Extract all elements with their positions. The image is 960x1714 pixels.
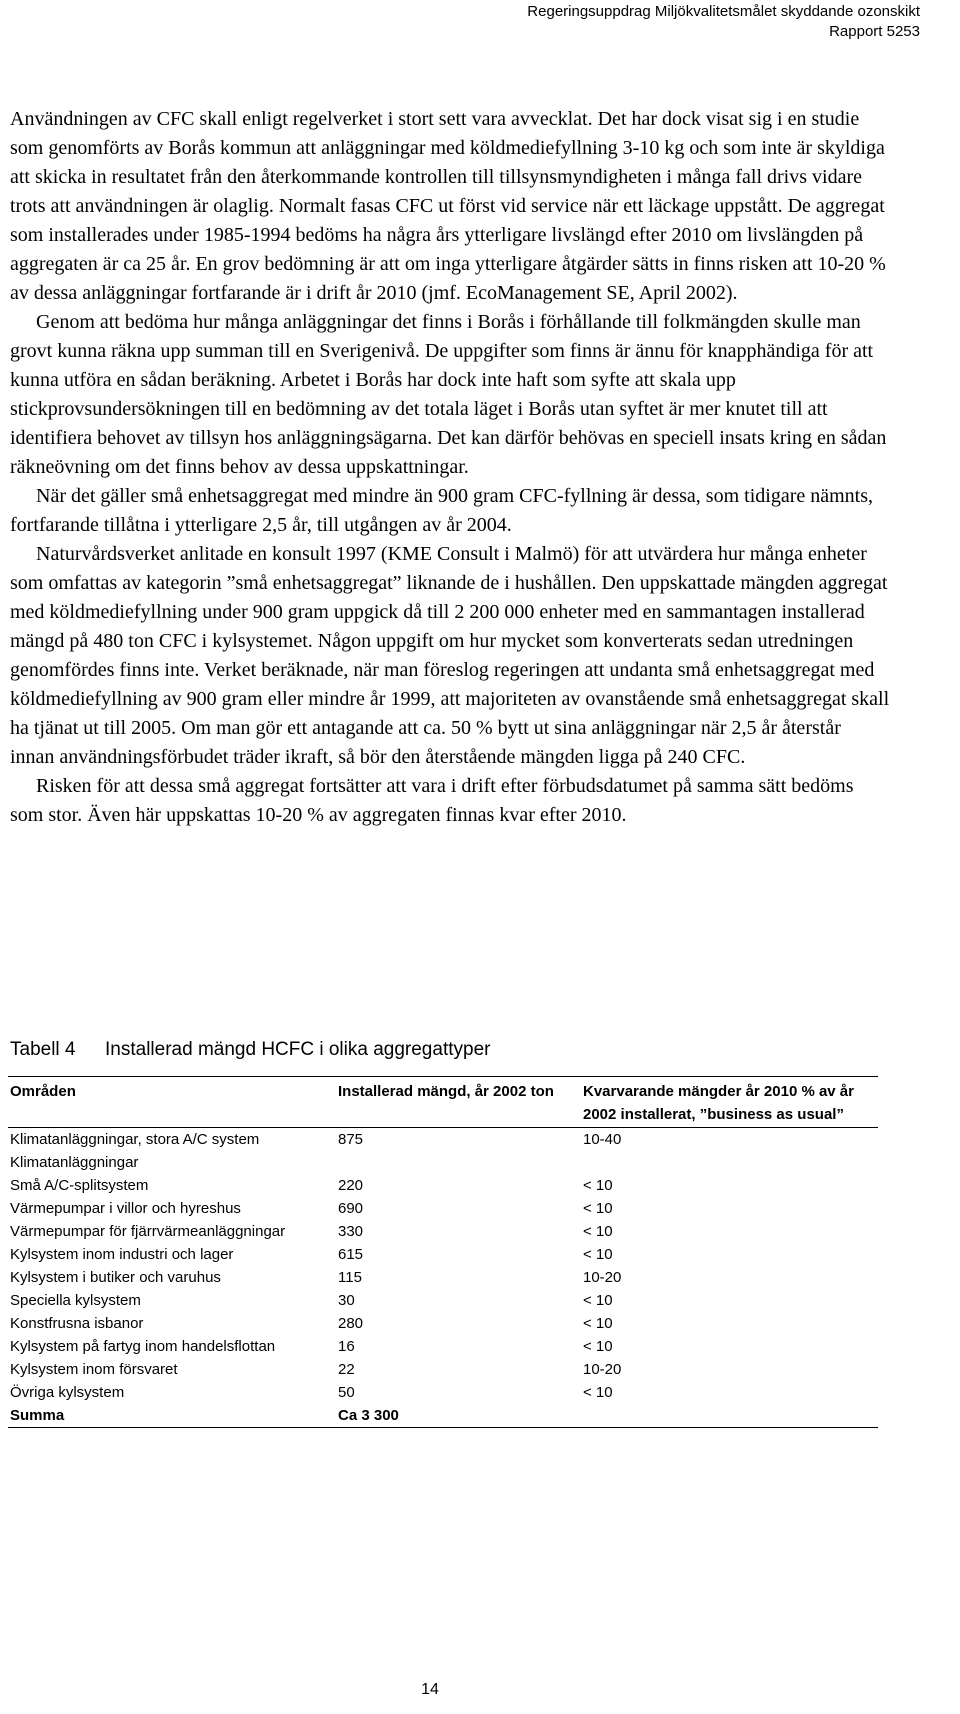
table-cell: Klimatanläggningar, stora A/C system <box>10 1131 260 1148</box>
paragraph: Naturvårdsverket anlitade en konsult 1997 (KME Consult i Malmö) för att utvärdera hur många enheter som omfattas av kategorin ”små enhetsaggregat” liknande de i hushållen. Den uppskattade mängden aggregat med köldmediefyllning under 900 gram uppgick då till 2 200 000 enheter med en sammantagen installerad mängd på 480 ton CFC i kylsystemet. Någon uppgift om hur mycket som konverterats sedan utredningen genomfördes finns inte. Verket beräknade, när man föreslog regeringen att undanta små enhetsaggregat med köldmediefyllning av 900 gram eller mindre år 1999, att majoriteten av ovanstående små enhetsaggregat skall ha tjänat ut till 2005. Om man gör ett antagande att ca. 50 % bytt ut sina anläggningar när 2,5 år återstår innan användningsförbudet träder ikraft, så bör den återstående mängden ligga på 240 CFC. <box>10 543 890 768</box>
table-row <box>8 1151 878 1174</box>
table-row <box>8 1381 878 1404</box>
table-caption <box>10 1038 490 1062</box>
table-cell: 30 <box>338 1292 355 1309</box>
table-cell: 10-40 <box>583 1131 622 1148</box>
page-header <box>527 2 920 42</box>
table-cell: < 10 <box>583 1315 613 1332</box>
page-number: 14 <box>421 1681 439 1698</box>
table-cell: Kylsystem inom försvaret <box>10 1361 178 1378</box>
table-cell: < 10 <box>583 1223 613 1240</box>
table-row <box>8 1289 878 1312</box>
table-row <box>8 1335 878 1358</box>
table-cell: 280 <box>338 1315 364 1332</box>
body-text <box>10 105 890 830</box>
table-summary-row <box>8 1404 878 1428</box>
table-cell <box>581 1404 878 1428</box>
table-cell: Klimatanläggningar <box>10 1154 139 1171</box>
paragraph: Risken för att dessa små aggregat fortsätter att vara i drift efter förbudsdatumet på samma sätt bedöms som stor. Även här uppskattas 10-20 % av aggregaten finnas kvar efter 2010. <box>10 775 854 826</box>
column-header-installed: Installerad mängd, år 2002 ton <box>336 1077 581 1128</box>
table-row <box>8 1128 878 1152</box>
table-cell: 10-20 <box>583 1269 622 1286</box>
header-report-number: Rapport 5253 <box>829 23 920 40</box>
table-cell: Kylsystem i butiker och varuhus <box>10 1269 221 1286</box>
data-table <box>8 1076 878 1428</box>
table-cell: Speciella kylsystem <box>10 1292 141 1309</box>
table-cell: < 10 <box>583 1384 613 1401</box>
table-cell: Värmepumpar i villor och hyreshus <box>10 1200 241 1217</box>
table-cell: 22 <box>338 1361 355 1378</box>
table-row <box>8 1243 878 1266</box>
table-cell: < 10 <box>583 1246 613 1263</box>
table-cell: Kylsystem på fartyg inom handelsflottan <box>10 1338 276 1355</box>
table-label: Tabell 4 <box>10 1039 76 1060</box>
table-cell: Övriga kylsystem <box>10 1384 125 1401</box>
header-title: Regeringsuppdrag Miljökvalitetsmålet skyddande ozonskikt <box>527 3 920 20</box>
table-cell: 220 <box>338 1177 364 1194</box>
table-cell: 330 <box>338 1223 364 1240</box>
table-cell: 875 <box>338 1131 364 1148</box>
table-row <box>8 1358 878 1381</box>
table-row <box>8 1174 878 1197</box>
table-cell <box>581 1151 878 1174</box>
table-cell: 16 <box>338 1338 355 1355</box>
table-cell: Kylsystem inom industri och lager <box>10 1246 234 1263</box>
paragraph: Genom att bedöma hur många anläggningar det finns i Borås i förhållande till folkmängden skulle man grovt kunna räkna upp summan till en Sverigenivå. De uppgifter som finns är ännu för knapphändiga för att kunna utföra en sådan beräkning. Arbetet i Borås har dock inte haft som syfte att skala upp stickprovsundersökningen till en bedömning av det totala läget i Borås utan syftet är mer knutet till att identifiera behovet av tillsyn hos anläggningsägarna. Det kan därför behövas en speciell insats kring en sådan räkneövning om det finns behov av dessa uppskattningar. <box>10 311 887 478</box>
table-cell: 690 <box>338 1200 364 1217</box>
table-cell: < 10 <box>583 1338 613 1355</box>
table-header-row <box>8 1077 878 1128</box>
table-cell: 615 <box>338 1246 364 1263</box>
paragraph: Användningen av CFC skall enligt regelverket i stort sett vara avvecklat. Det har dock visat sig i en studie som genomförts av Borås kommun att anläggningar med köldmediefyllning 3-10 kg och som inte är skyldiga att skicka in resultatet från den återkommande kontrollen till tillsynsmyndigheten i många fall drivs vidare trots att användningen är olaglig. Normalt fasas CFC ut först vid service när ett läckage uppstått. De aggregat som installerades under 1985-1994 bedöms ha några års ytterligare livslängd efter 2010 om livslängden på aggregaten är ca 25 år. En grov bedömning är att om inga ytterligare åtgärder sätts in finns risken att 10-20 % av dessa anläggningar fortfarande är i drift år 2010 (jmf. EcoManagement SE, April 2002). <box>10 108 886 304</box>
table-title: Installerad mängd HCFC i olika aggregattyper <box>105 1039 491 1060</box>
table-cell: Små A/C-splitsystem <box>10 1177 149 1194</box>
table-row <box>8 1220 878 1243</box>
column-header-areas: Områden <box>8 1077 336 1128</box>
table-row <box>8 1312 878 1335</box>
table-cell: Summa <box>8 1404 336 1428</box>
table-cell: Värmepumpar för fjärrvärmeanläggningar <box>10 1223 286 1240</box>
table-cell: < 10 <box>583 1177 613 1194</box>
table-cell: Ca 3 300 <box>336 1404 581 1428</box>
table-cell: < 10 <box>583 1200 613 1217</box>
column-header-remaining: Kvarvarande mängder år 2010 % av år 2002 installerat, ”business as usual” <box>581 1077 878 1128</box>
table-cell: < 10 <box>583 1292 613 1309</box>
table-row <box>8 1197 878 1220</box>
table-cell: 50 <box>338 1384 355 1401</box>
table-cell: 115 <box>338 1269 362 1286</box>
table-row <box>8 1266 878 1289</box>
table-cell <box>336 1151 581 1174</box>
paragraph: När det gäller små enhetsaggregat med mindre än 900 gram CFC-fyllning är dessa, som tidigare nämnts, fortfarande tillåtna i ytterligare 2,5 år, till utgången av år 2004. <box>10 485 874 536</box>
table-cell: Konstfrusna isbanor <box>10 1315 144 1332</box>
table-cell: 10-20 <box>583 1361 622 1378</box>
